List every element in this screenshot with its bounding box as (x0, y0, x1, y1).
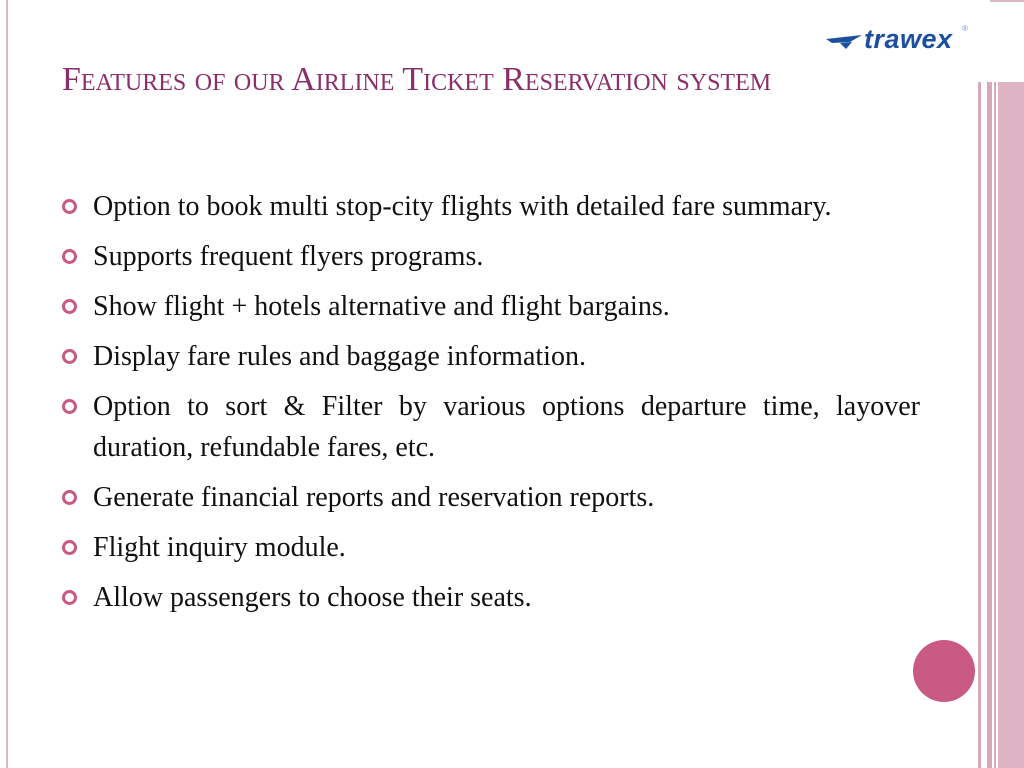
ring-bullet-icon (62, 540, 77, 555)
logo-text: trawex (864, 24, 953, 54)
ring-bullet-icon (62, 199, 77, 214)
ring-bullet-icon (62, 249, 77, 264)
ring-bullet-icon (62, 349, 77, 364)
ring-bullet-icon (62, 590, 77, 605)
list-item-text: Show flight + hotels alternative and flight bargains. (93, 291, 670, 322)
company-logo (826, 26, 986, 56)
list-item-text: Flight inquiry module. (93, 532, 346, 563)
list-item (62, 186, 920, 227)
stripe (998, 82, 1024, 768)
top-right-line (990, 0, 1024, 2)
list-item (62, 236, 920, 277)
slide-title: Features of our Airline Ticket Reservation system (62, 61, 772, 98)
list-item (62, 286, 920, 327)
ring-bullet-icon (62, 299, 77, 314)
stripe (987, 82, 992, 768)
list-item-text: Allow passengers to choose their seats. (93, 582, 532, 613)
feature-list (62, 186, 920, 627)
right-decorative-stripes (978, 82, 1024, 768)
logo-registered-mark: ® (962, 24, 968, 33)
stripe (994, 82, 996, 768)
ring-bullet-icon (62, 399, 77, 414)
list-item-text: Generate financial reports and reservation reports. (93, 482, 655, 513)
list-item-text: Option to book multi stop-city flights with detailed fare summary. (93, 191, 832, 222)
decorative-circle (913, 640, 975, 702)
list-item-text: Supports frequent flyers programs. (93, 241, 484, 272)
left-border-line (6, 0, 8, 768)
list-item (62, 336, 920, 377)
list-item (62, 527, 920, 568)
ring-bullet-icon (62, 490, 77, 505)
trawex-logo-icon (826, 32, 864, 50)
list-item-text: Display fare rules and baggage information. (93, 341, 586, 372)
list-item-text: Option to sort & Filter by various options departure time, layover duration, refundable fares, etc. (93, 391, 920, 463)
list-item (62, 477, 920, 518)
list-item (62, 577, 920, 618)
list-item (62, 386, 920, 468)
stripe (978, 82, 981, 768)
